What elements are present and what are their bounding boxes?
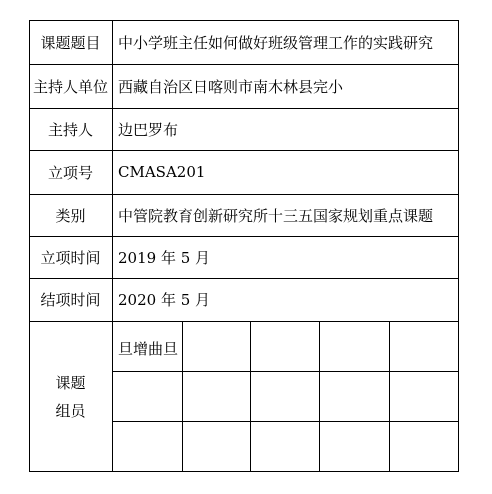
group-label-line2: 组员 [55, 401, 86, 420]
table-border-right [458, 20, 459, 472]
topic-title-value: 中小学班主任如何做好班级管理工作的实践研究 [118, 33, 434, 52]
group-member-name: 旦增曲旦 [117, 340, 178, 358]
end-date-value: 2020 年 5 月 [118, 291, 211, 309]
member-column-divider [319, 321, 320, 472]
project-info-table [29, 20, 459, 472]
end-date-label: 结项时间 [40, 291, 101, 309]
member-column-divider [250, 321, 251, 472]
member-column-divider [389, 321, 390, 472]
host-unit-label: 主持人单位 [32, 77, 108, 96]
host-value: 边巴罗布 [118, 120, 179, 139]
host-unit-value: 西藏自治区日喀则市南木林县完小 [118, 77, 344, 96]
start-date-value: 2019 年 5 月 [118, 248, 211, 267]
start-date-label: 立项时间 [40, 248, 101, 267]
project-number-value: CMASA201 [118, 163, 206, 181]
category-label: 类别 [55, 206, 86, 225]
label-column-divider [112, 20, 113, 472]
host-label: 主持人 [47, 120, 93, 139]
member-row-divider [112, 421, 459, 422]
group-members-label [29, 321, 112, 472]
project-number-label: 立项号 [47, 163, 93, 182]
category-value: 中管院教育创新研究所十三五国家规划重点课题 [118, 206, 434, 225]
topic-title-label: 课题题目 [40, 33, 101, 52]
group-label-line1: 课题 [55, 373, 86, 392]
